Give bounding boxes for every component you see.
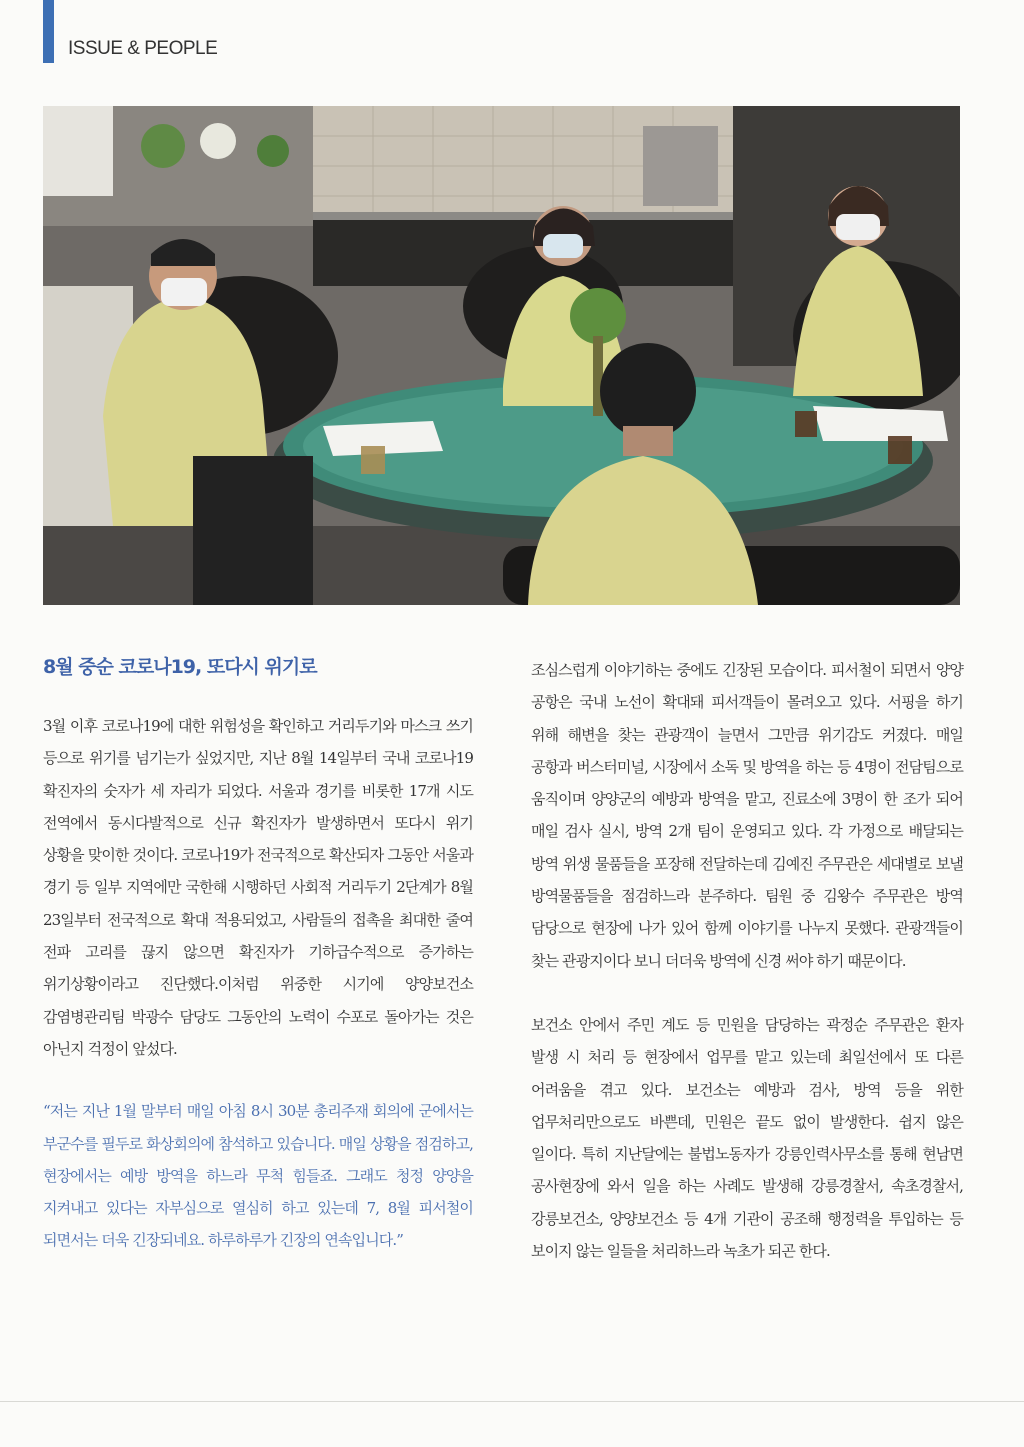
page-bottom-rule <box>0 1401 1024 1402</box>
article-quote: “저는 지난 1월 말부터 매일 아침 8시 30분 총리주재 회의에 군에서는 부군수를 필두로 화상회의에 참석하고 있습니다. 매일 상황을 점검하고, 현장에서는 예방 방역을 하느라 무척 힘들죠. 그래도 청정 양양을 지켜내고 있다는 자부심으로 열심히 하고 있는데 7, 8월 피서철이 되면서는 더욱 긴장되네요. 하루하루가 긴장의 연속입니다.” <box>43 1102 473 1250</box>
section-label: ISSUE & PEOPLE <box>68 38 218 59</box>
section-accent-bar <box>43 0 54 63</box>
article-paragraph-left: 3월 이후 코로나19에 대한 위험성을 확인하고 거리두기와 마스크 쓰기 등으로 위기를 넘기는가 싶었지만, 지난 8월 14일부터 국내 코로나19 확진자의 숫자가 세 자리가 되었다. 서울과 경기를 비롯한 17개 시도 전역에서 동시다발적으로 신규 확진자가 발생하면서 또다시 위기 상황을 맞이한 것이다. 코로나19가 전국적으로 확산되자 그동안 서울과 경기 등 일부 지역에만 국한해 시행하던 사회적 거리두기 2단계가 8월 23일부터 전국적으로 확대 적용되었고, 사람들의 접촉을 최대한 줄여 전파 고리를 끊지 않으면 확진자가 기하급수적으로 증가하는 위기상황이라고 진단했다.이처럼 위중한 시기에 양양보건소 감염병관리팀 박광수 담당도 그동안의 노력이 수포로 돌아가는 것은 아닌지 걱정이 앞섰다. <box>43 717 473 1058</box>
article-left-column <box>43 652 473 1257</box>
article-right-column <box>531 654 963 1267</box>
meeting-photo <box>43 106 960 605</box>
article-heading: 8월 중순 코로나19, 또다시 위기로 <box>43 656 317 678</box>
article-paragraph-right-2: 보건소 안에서 주민 계도 등 민원을 담당하는 곽정순 주무관은 환자 발생 시 처리 등 현장에서 업무를 맡고 있는데 최일선에서 또 다른 어려움을 겪고 있다. 보건소는 예방과 검사, 방역 등을 위한 업무처리만으로도 바쁜데, 민원은 끝도 없이 발생한다. 쉽지 않은 일이다. 특히 지난달에는 불법노동자가 강릉인력사무소를 통해 현남면 공사현장에 와서 일을 하는 사례도 발생해 강릉경찰서, 속초경찰서, 강릉보건소, 양양보건소 등 4개 기관이 공조해 행정력을 투입하는 등 보이지 않는 일들을 처리하느라 녹초가 되곤 한다. <box>531 1015 963 1261</box>
article-paragraph-right-1: 조심스럽게 이야기하는 중에도 긴장된 모습이다. 피서철이 되면서 양양 공항은 국내 노선이 확대돼 피서객들이 몰려오고 있다. 서핑을 하기 위해 해변을 찾는 관광객이 늘면서 그만큼 위기감도 커졌다. 매일 공항과 버스터미널, 시장에서 소독 및 방역을 하는 등 4명이 전담팀으로 움직이며 양양군의 예방과 방역을 맡고, 진료소에 3명이 한 조가 되어 매일 검사 실시, 방역 2개 팀이 운영되고 있다. 각 가정으로 배달되는 방역 위생 물품들을 포장해 전달하는데 김예진 주무관은 세대별로 보낼 방역물품들을 점검하느라 분주하다. 팀원 중 김왕수 주무관은 방역 담당으로 현장에 나가 있어 함께 이야기를 나누지 못했다. 관광객들이 찾는 관광지이다 보니 더더욱 방역에 신경 써야 하기 때문이다. <box>531 661 963 970</box>
meeting-photo-icon <box>43 106 960 605</box>
